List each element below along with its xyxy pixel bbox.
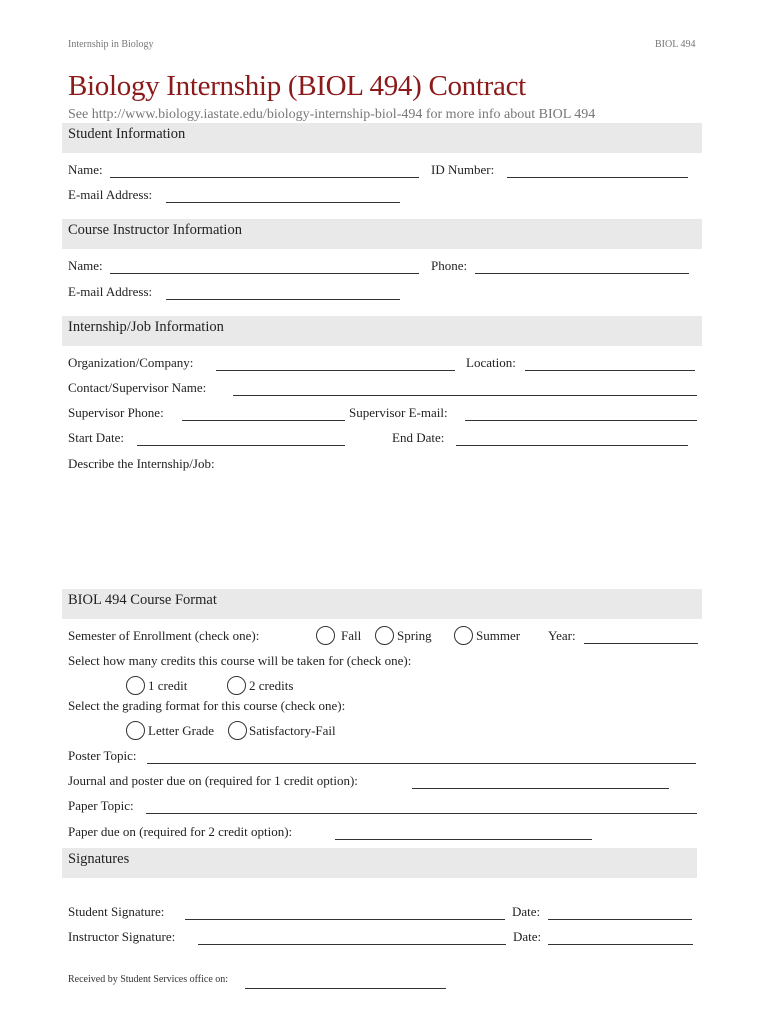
supervisor-email-label: Supervisor E-mail: (349, 405, 448, 420)
letter-grade-label: Letter Grade (148, 723, 215, 738)
poster-topic-label: Poster Topic: (68, 748, 137, 763)
page-subtitle: See http://www.biology.iastate.edu/biology-internship-biol-494 for more info about BIOL 494 (68, 107, 596, 122)
paper-due-field[interactable] (335, 823, 592, 840)
student-date-label: Date: (512, 904, 541, 919)
year-field[interactable] (584, 627, 698, 644)
instructor-email-field[interactable] (166, 283, 400, 300)
section-student-information (62, 123, 702, 153)
fall-radio[interactable] (316, 626, 335, 645)
student-signature-field[interactable] (185, 903, 505, 920)
section-instructor-information (62, 219, 702, 249)
end-date-field[interactable] (456, 429, 688, 446)
supervisor-phone-field[interactable] (182, 404, 345, 421)
student-id-label: ID Number: (431, 162, 495, 177)
location-field[interactable] (525, 354, 695, 371)
semester-label: Semester of Enrollment (check one): (68, 628, 260, 643)
grading-label: Select the grading format for this course (check one): (68, 698, 346, 713)
student-email-label: E-mail Address: (68, 187, 153, 202)
paper-due-label: Paper due on (required for 2 credit option): (68, 824, 293, 839)
year-label: Year: (548, 628, 576, 643)
received-date-field[interactable] (245, 972, 446, 989)
instructor-date-field[interactable] (548, 928, 693, 945)
instructor-name-field[interactable] (110, 257, 419, 274)
supervisor-phone-label: Supervisor Phone: (68, 405, 164, 420)
section-heading: Internship/Job Information (68, 319, 224, 335)
section-signatures (62, 848, 697, 878)
student-name-label: Name: (68, 162, 103, 177)
one-credit-radio[interactable] (126, 676, 145, 695)
satisfactory-fail-label: Satisfactory-Fail (249, 723, 336, 738)
instructor-phone-label: Phone: (431, 258, 468, 273)
received-by-label: Received by Student Services office on: (68, 974, 229, 985)
contact-supervisor-field[interactable] (233, 379, 697, 396)
supervisor-email-field[interactable] (465, 404, 697, 421)
section-heading: Signatures (68, 851, 130, 867)
organization-label: Organization/Company: (68, 355, 194, 370)
student-date-field[interactable] (548, 903, 692, 920)
satisfactory-fail-radio[interactable] (228, 721, 247, 740)
end-date-label: End Date: (392, 430, 445, 445)
paper-topic-label: Paper Topic: (68, 798, 134, 813)
fall-label: Fall (341, 628, 362, 643)
instructor-phone-field[interactable] (475, 257, 689, 274)
section-heading: Student Information (68, 126, 186, 142)
instructor-signature-label: Instructor Signature: (68, 929, 176, 944)
credits-label: Select how many credits this course will be taken for (check one): (68, 653, 412, 668)
spring-label: Spring (397, 628, 432, 643)
page-title: Biology Internship (BIOL 494) Contract (68, 70, 526, 102)
running-header-left: Internship in Biology (68, 39, 154, 50)
section-heading: BIOL 494 Course Format (68, 592, 217, 608)
student-signature-label: Student Signature: (68, 904, 165, 919)
instructor-signature-field[interactable] (198, 928, 506, 945)
journal-due-label: Journal and poster due on (required for 1 credit option): (68, 773, 358, 788)
describe-internship-label: Describe the Internship/Job: (68, 456, 215, 471)
running-header-right: BIOL 494 (655, 39, 696, 50)
student-name-field[interactable] (110, 161, 419, 178)
student-id-field[interactable] (507, 161, 688, 178)
organization-field[interactable] (216, 354, 455, 371)
poster-topic-field[interactable] (147, 747, 696, 764)
start-date-field[interactable] (137, 429, 345, 446)
instructor-email-label: E-mail Address: (68, 284, 153, 299)
student-email-field[interactable] (166, 186, 400, 203)
instructor-name-label: Name: (68, 258, 103, 273)
letter-grade-radio[interactable] (126, 721, 145, 740)
start-date-label: Start Date: (68, 430, 124, 445)
two-credits-radio[interactable] (227, 676, 246, 695)
two-credits-label: 2 credits (249, 678, 294, 693)
journal-due-field[interactable] (412, 772, 669, 789)
instructor-date-label: Date: (513, 929, 542, 944)
summer-radio[interactable] (454, 626, 473, 645)
section-heading: Course Instructor Information (68, 222, 242, 238)
location-label: Location: (466, 355, 516, 370)
paper-topic-field[interactable] (146, 797, 697, 814)
describe-internship-area[interactable] (68, 476, 696, 580)
section-course-format (62, 589, 702, 619)
summer-label: Summer (476, 628, 521, 643)
spring-radio[interactable] (375, 626, 394, 645)
one-credit-label: 1 credit (148, 678, 188, 693)
contact-supervisor-label: Contact/Supervisor Name: (68, 380, 207, 395)
section-internship-information (62, 316, 702, 346)
